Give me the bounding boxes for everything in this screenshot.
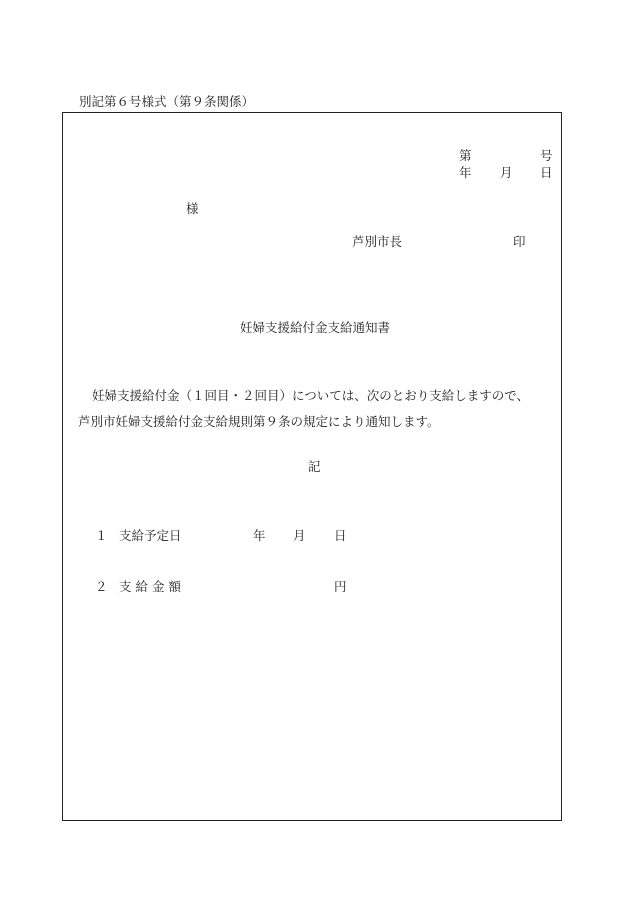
payment-amount-unit: 円 [334, 579, 347, 594]
payment-date-month: 月 [293, 528, 306, 543]
item-number: １ [95, 528, 108, 543]
payment-date-day: 日 [334, 528, 347, 543]
date-year: 年 [459, 165, 472, 180]
body-text-line-1: 妊婦支援給付金（１回目・２回目）については、次のとおり支給しますので、 [92, 388, 530, 403]
form-number-label: 別記第６号様式（第９条関係） [79, 94, 255, 109]
issuer-name: 芦別市長 [352, 234, 403, 249]
seal-mark: 印 [513, 234, 526, 249]
payment-date-year: 年 [253, 528, 266, 543]
ki-heading: 記 [308, 459, 321, 474]
payment-amount-label: 支給金額 [119, 579, 186, 594]
document-number-prefix: 第 [459, 148, 472, 163]
date-day: 日 [540, 165, 553, 180]
date-month: 月 [500, 165, 513, 180]
addressee-honorific: 様 [186, 201, 199, 216]
body-text-line-2: 芦別市妊婦支援給付金支給規則第９条の規定により通知します。 [78, 414, 440, 429]
item-number: ２ [95, 579, 108, 594]
document-number-suffix: 号 [540, 148, 553, 163]
payment-date-label: 支給予定日 [119, 528, 182, 543]
document-title: 妊婦支援給付金支給通知書 [239, 320, 390, 335]
